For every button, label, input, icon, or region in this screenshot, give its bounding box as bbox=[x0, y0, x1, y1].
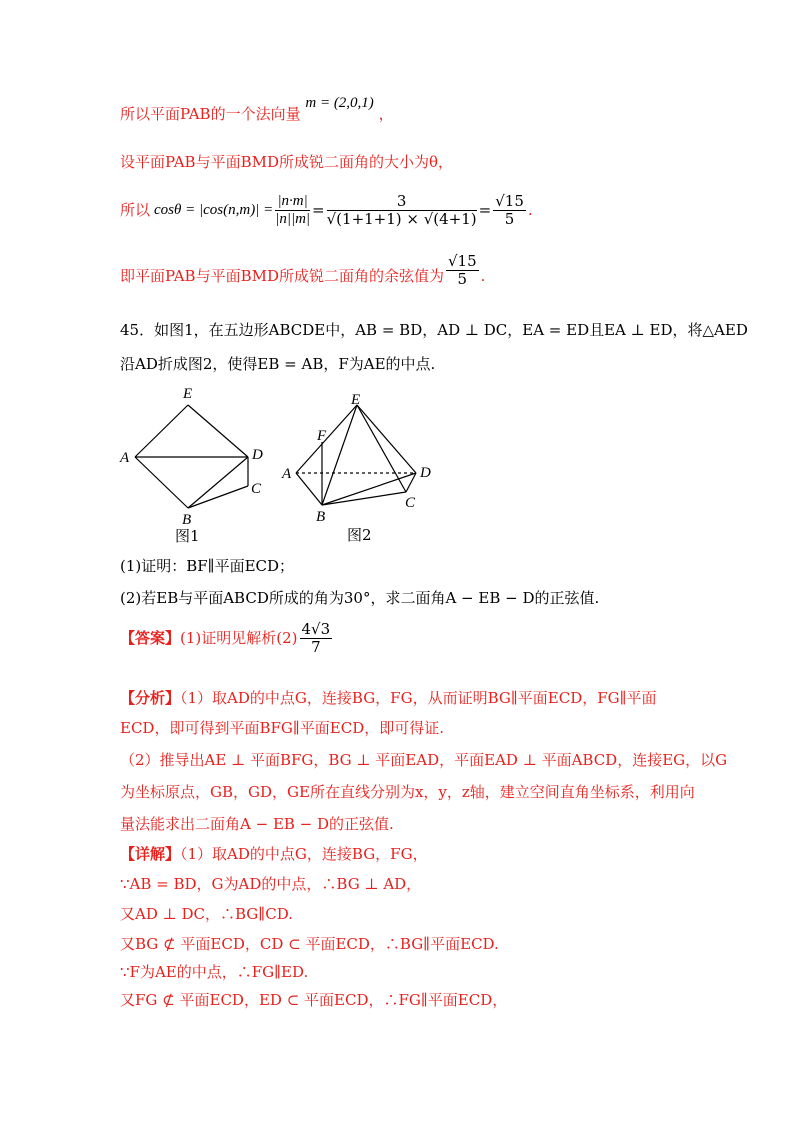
cosine-fraction-1 bbox=[275, 193, 310, 228]
detail-line-6: 又FG ⊄ 平面ECD，ED ⊂ 平面ECD，∴FG∥平面ECD， bbox=[120, 991, 508, 1009]
detail-line-5: ∵F为AE的中点，∴FG∥ED. bbox=[120, 963, 309, 981]
edge-cb bbox=[188, 486, 248, 508]
fraction-denominator: 5 bbox=[504, 209, 515, 228]
figure-2 bbox=[280, 392, 440, 547]
edge-bd bbox=[322, 473, 416, 505]
figure-1-caption: 图1 bbox=[175, 527, 200, 545]
vertex-label-e: E bbox=[351, 392, 361, 408]
vertex-label-f: F bbox=[317, 428, 327, 444]
cosine-fraction-3 bbox=[493, 193, 526, 228]
vertex-label-b: B bbox=[182, 512, 192, 528]
problem-part-2: (2)若EB与平面ABCD所成的角为30°，求二面角A − EB − D的正弦值. bbox=[120, 589, 600, 607]
answer-tag: 【答案】 bbox=[120, 629, 181, 647]
analysis-line-3: （2）推导出AE ⊥ 平面BFG，BG ⊥ 平面EAD，平面EAD ⊥ 平面ABCD，连接EG，以G bbox=[120, 751, 728, 769]
figure-1 bbox=[115, 380, 275, 545]
problem-number: 45． bbox=[120, 321, 155, 339]
cosine-result-text: 即平面PAB与平面BMD所成锐二面角的余弦值为 bbox=[120, 267, 444, 285]
vertex-label-b: B bbox=[316, 509, 326, 525]
fraction-numerator: 4√3 bbox=[301, 619, 331, 638]
edge-eb bbox=[322, 405, 357, 505]
fraction-numerator: 3 bbox=[327, 193, 477, 211]
vertex-label-d: D bbox=[420, 465, 431, 481]
detail-text: （1）取AD的中点G，连接BG，FG， bbox=[180, 845, 428, 863]
analysis-text: （1）取AD的中点G，连接BG，FG，从而证明BG∥平面ECD，FG∥平面 bbox=[180, 689, 657, 707]
edge-ab bbox=[296, 473, 322, 505]
vertex-label-e: E bbox=[183, 386, 193, 402]
edge-ae bbox=[135, 405, 188, 457]
vertex-label-d: D bbox=[252, 447, 263, 463]
edge-bd bbox=[188, 457, 248, 508]
cosine-lhs: cosθ = |cos(n,m)| = bbox=[154, 202, 274, 218]
detail-line-3: 又AD ⊥ DC，∴BG∥CD. bbox=[120, 905, 293, 923]
answer-text: (1)证明见解析(2) bbox=[180, 629, 298, 647]
problem-text: 如图1，在五边形ABCDE中，AB = BD，AD ⊥ DC，EA = ED且EA ⊥ ED，将△AED bbox=[154, 321, 748, 339]
period: . bbox=[480, 267, 486, 285]
cosine-result-fraction bbox=[446, 253, 479, 288]
vertex-label-c: C bbox=[405, 495, 416, 511]
normal-vector-formula: m = (2,0,1) bbox=[305, 95, 374, 111]
cosine-fraction-2 bbox=[327, 193, 477, 228]
period: . bbox=[527, 201, 533, 219]
detail-line-2: ∵AB = BD，G为AD的中点，∴BG ⊥ AD， bbox=[120, 875, 422, 893]
vertex-label-a: A bbox=[120, 450, 130, 466]
figure-2-caption: 图2 bbox=[347, 526, 372, 544]
punctuation: ， bbox=[378, 105, 394, 123]
fraction-numerator: √15 bbox=[447, 252, 477, 270]
edge-ed bbox=[357, 405, 416, 473]
fraction-numerator: |n·m| bbox=[275, 193, 310, 211]
fraction-denominator: 5 bbox=[457, 270, 468, 288]
problem-statement-line-1 bbox=[120, 320, 748, 340]
equals-sign: = bbox=[478, 201, 492, 219]
problem-statement-line-2: 沿AD折成图2，使得EB = AB，F为AE的中点. bbox=[120, 355, 436, 373]
angle-setup-line: 设平面PAB与平面BMD所成锐二面角的大小为θ， bbox=[120, 153, 454, 171]
answer-fraction bbox=[300, 621, 333, 656]
cosine-prefix: 所以 bbox=[120, 201, 151, 219]
normal-vector-line bbox=[120, 95, 394, 125]
analysis-line-1 bbox=[120, 688, 657, 708]
fraction-denominator: |n||m| bbox=[275, 210, 311, 227]
analysis-line-4: 为坐标原点，GB，GD，GE所在直线分别为x，y，z轴，建立空间直角坐标系，利用向 bbox=[120, 783, 695, 801]
equals-sign: = bbox=[312, 201, 325, 219]
vertex-label-c: C bbox=[251, 481, 262, 497]
fraction-numerator: √15 bbox=[495, 191, 524, 210]
fraction-denominator: √(1+1+1) × √(4+1) bbox=[326, 209, 477, 228]
normal-vector-text: 所以平面PAB的一个法向量 bbox=[120, 105, 301, 123]
edge-bc bbox=[322, 492, 406, 505]
edge-ae bbox=[296, 405, 357, 473]
answer-line bbox=[120, 620, 334, 656]
cosine-formula-line bbox=[120, 190, 533, 230]
analysis-line-2: ECD，即可得到平面BFG∥平面ECD，即可得证. bbox=[120, 719, 445, 737]
analysis-tag: 【分析】 bbox=[120, 689, 181, 707]
cosine-result-line bbox=[120, 248, 485, 288]
vertex-label-a: A bbox=[282, 466, 292, 482]
detail-line-1 bbox=[120, 844, 428, 864]
analysis-line-5: 量法能求出二面角A − EB − D的正弦值. bbox=[120, 815, 394, 833]
edge-ed bbox=[188, 405, 248, 457]
edge-ab bbox=[135, 457, 188, 508]
detail-tag: 【详解】 bbox=[120, 845, 181, 863]
detail-line-4: 又BG ⊄ 平面ECD，CD ⊂ 平面ECD，∴BG∥平面ECD. bbox=[120, 935, 499, 953]
problem-part-1: (1)证明：BF∥平面ECD； bbox=[120, 557, 295, 575]
fraction-denominator: 7 bbox=[311, 637, 321, 656]
